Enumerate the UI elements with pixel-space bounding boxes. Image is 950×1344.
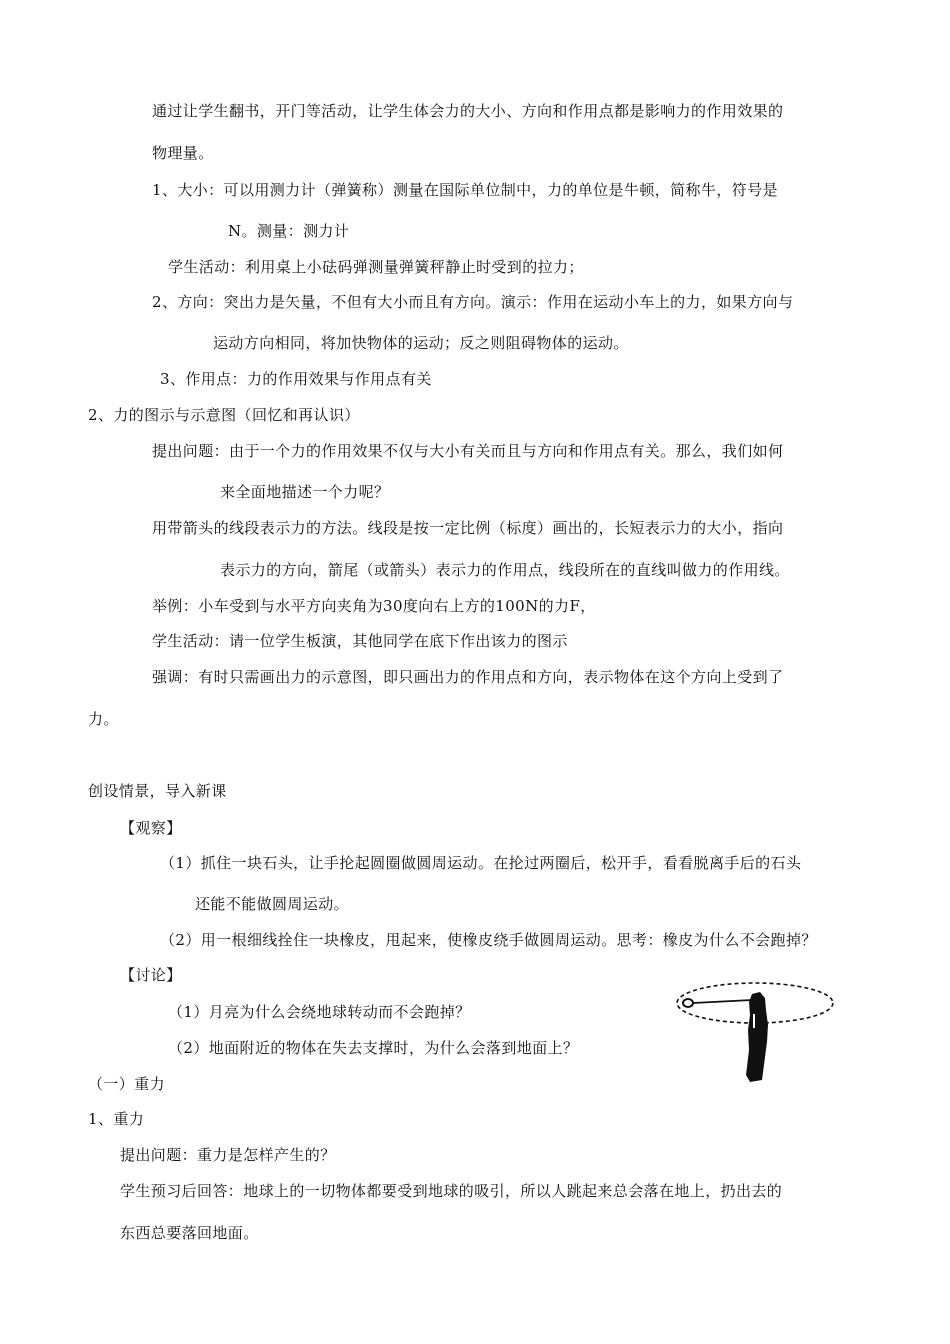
subheading-gravity: （一）重力 — [88, 1075, 166, 1093]
paragraph-line: 运动方向相同，将加快物体的运动；反之则阻碍物体的运动。 — [213, 334, 629, 352]
paragraph-line: 物理量。 — [152, 144, 214, 162]
paragraph-line: 通过让学生翻书，开门等活动，让学生体会力的大小、方向和作用点都是影响力的作用效果的 — [152, 102, 784, 120]
subheading-gravity-1: 1、重力 — [88, 1110, 145, 1128]
paragraph-line: 来全面地描述一个力呢？ — [220, 483, 390, 501]
list-item-size: 1、大小：可以用测力计（弹簧称）测量在国际单位制中，力的单位是牛顿，简称牛，符号是 — [152, 181, 778, 199]
observe-label: 【观察】 — [120, 819, 182, 837]
paragraph-line: 力。 — [88, 710, 119, 728]
list-item-point: 3、作用点：力的作用效果与作用点有关 — [160, 370, 432, 388]
question-line: 提出问题：重力是怎样产生的？ — [120, 1146, 336, 1164]
paragraph-line: 还能不能做圆周运动。 — [195, 895, 350, 913]
list-item-direction: 2、方向：突出力是矢量，不但有大小而且有方向。演示：作用在运动小车上的力，如果方向与 — [152, 293, 794, 311]
circular-motion-illustration — [670, 970, 840, 1095]
paragraph-line: 表示力的方向，箭尾（或箭头）表示力的作用点，线段所在的直线叫做力的作用线。 — [220, 561, 790, 579]
student-activity: 学生活动：利用桌上小砝码弹测量弹簧秤静止时受到的拉力； — [168, 258, 584, 276]
string-line — [693, 1000, 752, 1003]
eraser-object — [683, 999, 693, 1007]
discuss-item: （1）月亮为什么会绕地球转动而不会跑掉？ — [168, 1003, 471, 1021]
paragraph-line: N。测量：测力计 — [228, 222, 350, 240]
subheading-intro: 创设情景，导入新课 — [88, 782, 227, 800]
hand-arm-figure — [746, 992, 768, 1082]
subheading-force-diagram: 2、力的图示与示意图（回忆和再认识） — [88, 406, 360, 424]
example-line: 举例：小车受到与水平方向夹角为30度向右上方的100N的力F， — [152, 597, 596, 615]
discuss-item: （2）地面附近的物体在失去支撑时，为什么会落到地面上？ — [168, 1039, 579, 1057]
answer-line: 东西总要落回地面。 — [120, 1224, 259, 1242]
paragraph-line: 用带箭头的线段表示力的方法。线段是按一定比例（标度）画出的，长短表示力的大小，指向 — [152, 519, 784, 537]
discuss-label: 【讨论】 — [120, 966, 182, 984]
answer-line: 学生预习后回答：地球上的一切物体都要受到地球的吸引，所以人跳起来总会落在地上，扔出去的 — [120, 1182, 783, 1200]
observe-item: （2）用一根细线拴住一块橡皮，甩起来，使橡皮绕手做圆周运动。思考：橡皮为什么不会跑掉？ — [160, 931, 817, 949]
paragraph-line: 提出问题：由于一个力的作用效果不仅与大小有关而且与方向和作用点有关。那么，我们如何 — [152, 442, 784, 460]
observe-item: （1）抓住一块石头，让手抡起圆圈做圆周运动。在抡过两圈后，松开手，看看脱离手后的石头 — [160, 854, 802, 872]
hand-highlight — [753, 1014, 755, 1028]
student-activity: 学生活动：请一位学生板演，其他同学在底下作出该力的图示 — [152, 632, 568, 650]
emphasis-line: 强调：有时只需画出力的示意图，即只画出力的作用点和方向，表示物体在这个方向上受到了 — [152, 668, 784, 686]
